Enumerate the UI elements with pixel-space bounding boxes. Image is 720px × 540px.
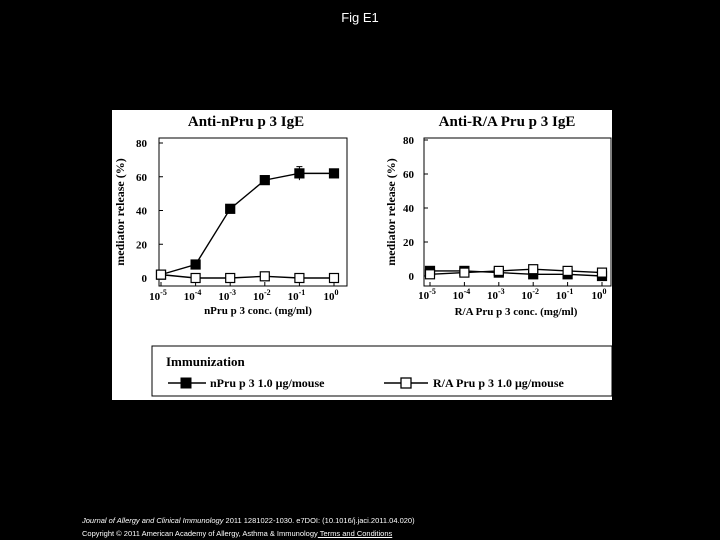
figure-svg	[112, 110, 612, 400]
chart-1-ytick-label: 0	[141, 273, 147, 285]
legend-marker-ra	[401, 378, 411, 388]
footer-citation: 2011 1281022-1030. e7DOI: (10.1016/j.jaci.2011.04.020)	[223, 516, 415, 525]
chart-2-ytick-label: 0	[408, 271, 414, 283]
chart-1-series-npru-line	[161, 173, 334, 274]
figure-panel	[112, 110, 612, 400]
legend-marker-npru	[181, 378, 191, 388]
chart-2-xlabel: R/A Pru p 3 conc. (mg/ml)	[454, 306, 578, 318]
chart-1-ylabel: mediator release (%)	[113, 158, 127, 266]
chart-1-ytick-label: 20	[136, 239, 147, 252]
chart-2-title: Anti-R/A Pru p 3 IgE	[438, 114, 576, 130]
chart-1-frame	[159, 138, 347, 286]
footer-journal: Journal of Allergy and Clinical Immunology	[82, 516, 224, 525]
chart-2-ytick-label: 80	[403, 135, 414, 147]
chart-1-series-ra-point	[260, 272, 269, 281]
chart-1-series-ra-point	[191, 274, 200, 283]
chart-1-ytick-label: 40	[136, 205, 147, 218]
chart-1-series-ra-point	[330, 274, 339, 283]
chart-1-series-ra-point	[295, 274, 304, 283]
chart-2-xtick-label: $10^{-5}$	[418, 287, 436, 302]
chart-1-series-npru-point	[330, 169, 339, 178]
chart-2-series-ra-point	[529, 265, 538, 274]
chart-1-series-npru-point	[295, 169, 304, 178]
chart-1-series-ra-line	[161, 275, 334, 278]
chart-1-xtick-label: $10^{-2}$	[252, 288, 271, 303]
chart-2-series-ra-point	[426, 270, 435, 279]
chart-1-series-npru-point	[260, 176, 269, 185]
chart-2-ytick-label: 40	[403, 203, 414, 215]
footer-citation-line	[82, 514, 415, 527]
chart-2-frame	[424, 138, 611, 286]
legend-title: Immunization	[166, 354, 245, 369]
chart-2-series-ra-point	[460, 268, 469, 277]
legend-label-npru: nPru p 3 1.0 μg/mouse	[210, 376, 325, 390]
slide-title: Fig E1	[341, 10, 379, 25]
chart-2-series-ra-point	[598, 268, 607, 277]
chart-2-xtick-label: $10^0$	[591, 287, 607, 302]
chart-1-xtick-label: $10^0$	[323, 288, 339, 303]
chart-1-xtick-label: $10^{-1}$	[287, 288, 306, 303]
chart-1-series-ra-point	[226, 274, 235, 283]
footer-copyright: Copyright © 2011 American Academy of Allergy, Asthma & Immunology	[82, 529, 318, 538]
footer-copyright-line	[82, 527, 415, 540]
chart-1-ytick-label: 80	[136, 138, 147, 150]
chart-1-series-npru-point	[226, 204, 235, 213]
chart-1-title: Anti-nPru p 3 IgE	[187, 114, 305, 130]
chart-2-xtick-label: $10^{-2}$	[521, 287, 540, 302]
footer	[82, 514, 415, 540]
chart-1-xlabel: nPru p 3 conc. (mg/ml)	[204, 305, 312, 317]
chart-1-series-ra-point	[157, 270, 166, 279]
chart-2-series-ra-point	[494, 266, 503, 275]
legend-label-ra: R/A Pru p 3 1.0 μg/mouse	[433, 376, 564, 390]
chart-2-ytick-label: 60	[403, 169, 414, 181]
terms-link[interactable]: Terms and Conditions	[317, 529, 393, 538]
chart-1-xtick-label: $10^{-3}$	[218, 288, 237, 303]
chart-2-ytick-label: 20	[403, 237, 414, 249]
chart-2-ylabel: mediator release (%)	[384, 158, 398, 266]
chart-2-xtick-label: $10^{-4}$	[452, 287, 471, 302]
chart-1-ytick-label: 60	[136, 171, 147, 184]
chart-2-xtick-label: $10^{-3}$	[486, 287, 505, 302]
chart-2-xtick-label: $10^{-1}$	[555, 287, 574, 302]
chart-1-xtick-label: $10^{-4}$	[183, 288, 202, 303]
chart-1-xtick-label: $10^{-5}$	[149, 288, 167, 303]
chart-1-series-npru-point	[191, 260, 200, 269]
chart-2-series-ra-point	[563, 266, 572, 275]
